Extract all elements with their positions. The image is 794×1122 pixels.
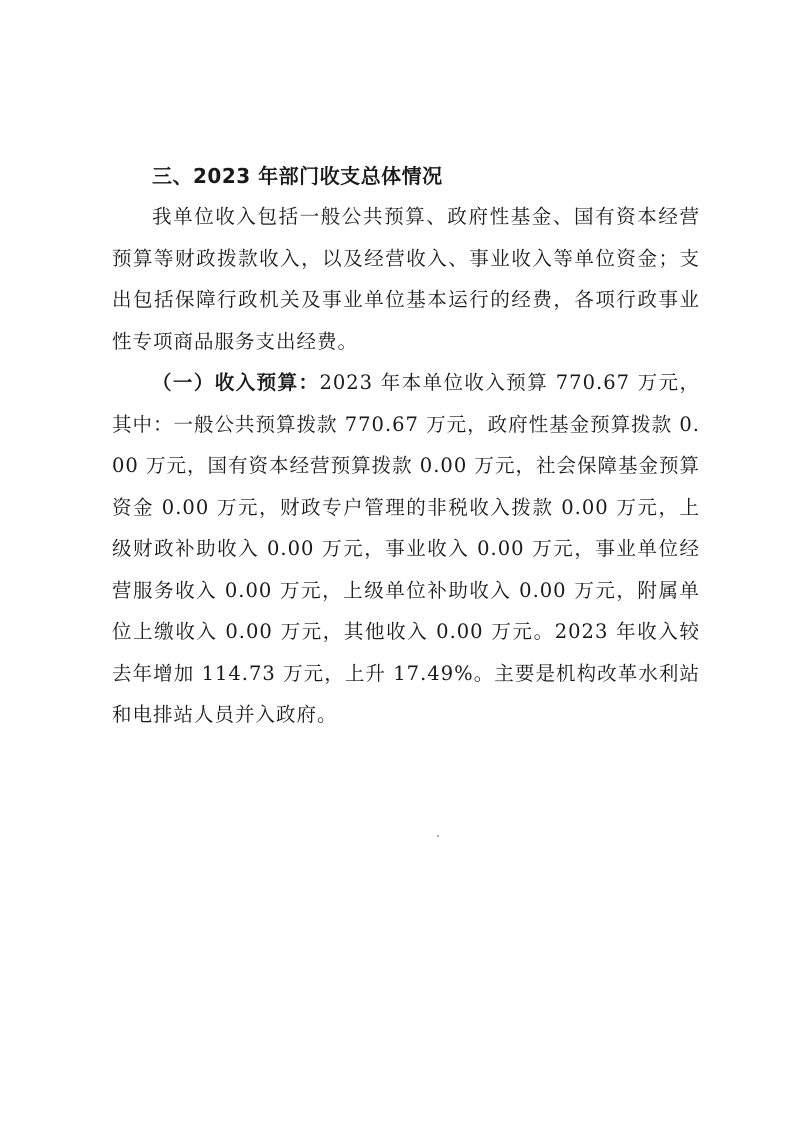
- income-budget-paragraph: [112, 362, 700, 736]
- income-budget-heading: （一）收入预算：: [152, 371, 320, 394]
- income-budget-text: 2023 年本单位收入预算 770.67 万元，其中：一般公共预算拨款 770.67 万元，政府性基金预算拨款 0.00 万元，国有资本经营预算拨款 0.00 万元，社会保障基金预算资金 0.00 万元，财政专户管理的非税收入拨款 0.00 万元，上级财政补助收入 0.00 万元，事业收入 0.00 万元，事业单位经营服务收入 0.00 万元，上级单位补助收入 0.00 万元，附属单位上缴收入 0.00 万元，其他收入 0.00 万元。2023 年收入较去年增加 114.73 万元，上升 17.49%。主要是机构改革水利站和电排站人员并入政府。: [112, 371, 700, 726]
- income-expense-overview-paragraph: 我单位收入包括一般公共预算、政府性基金、国有资本经营预算等财政拨款收入，以及经营收入、事业收入等单位资金；支出包括保障行政机关及事业单位基本运行的经费，各项行政事业性专项商品服务支出经费。: [112, 205, 700, 353]
- scan-speck: [437, 835, 439, 837]
- document-body: [112, 156, 700, 736]
- section-heading: 三、2023 年部门收支总体情况: [152, 164, 443, 188]
